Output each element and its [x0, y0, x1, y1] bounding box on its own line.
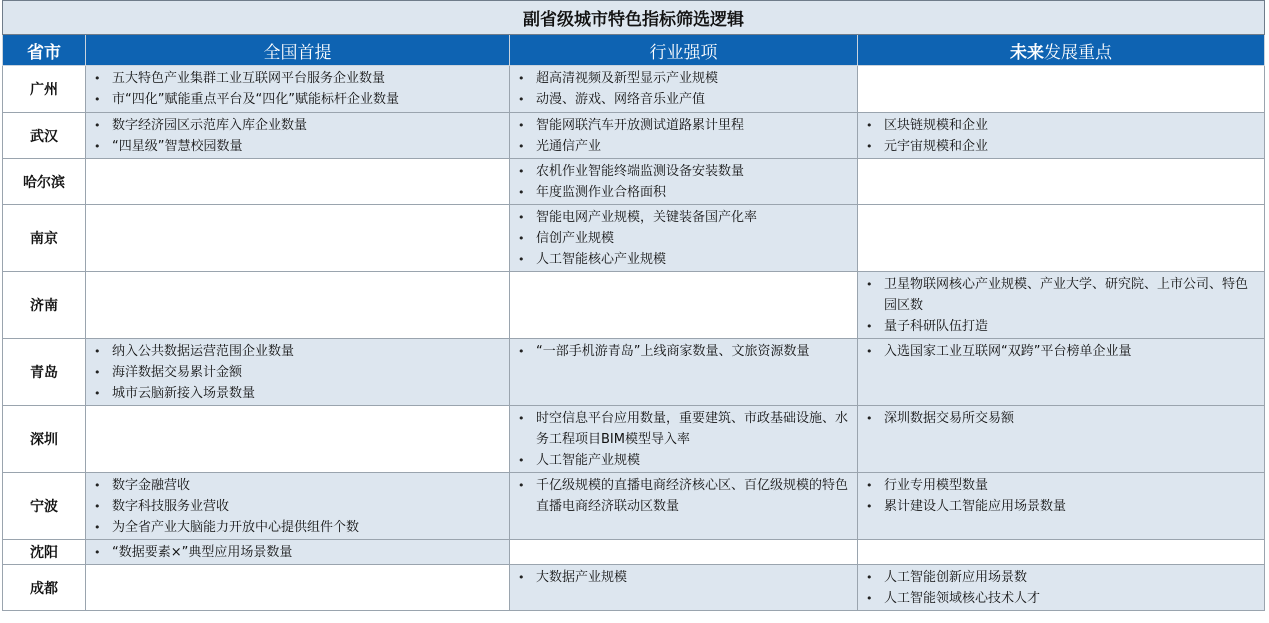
column-header-future-focus-bold: 未来 [1010, 42, 1044, 63]
column-header-future-focus-rest: 发展重点 [1044, 42, 1112, 63]
future-focus-cell [858, 565, 1265, 611]
industry-strength-cell [510, 406, 858, 473]
city-name: 哈尔滨 [3, 159, 86, 205]
industry-strength-cell [510, 272, 858, 339]
future-focus-cell [858, 205, 1265, 272]
national-first-cell [86, 565, 510, 611]
table-row [3, 113, 1265, 159]
table-row [3, 272, 1265, 339]
indicator-item: • 超高清视频及新型显示产业规模 [518, 68, 853, 89]
indicator-item: • 深圳数据交易所交易额 [866, 408, 1260, 429]
city-name: 青岛 [3, 339, 86, 406]
future-focus-cell [858, 113, 1265, 159]
future-focus-cell [858, 540, 1265, 565]
industry-strength-cell [510, 205, 858, 272]
future-focus-cell [858, 66, 1265, 113]
indicator-item: • 农机作业智能终端监测设备安装数量 [518, 161, 853, 182]
future-focus-list [866, 408, 1260, 429]
indicator-item: • 城市云脑新接入场景数量 [94, 383, 505, 404]
indicator-item: • 动漫、游戏、网络音乐业产值 [518, 89, 853, 110]
industry-strength-cell [510, 565, 858, 611]
national-first-list [94, 542, 505, 563]
industry-strength-cell [510, 159, 858, 205]
future-focus-cell [858, 473, 1265, 540]
industry-strength-cell [510, 113, 858, 159]
future-focus-cell [858, 159, 1265, 205]
industry-strength-cell [510, 66, 858, 113]
indicator-item: • 数字科技服务业营收 [94, 496, 505, 517]
indicator-item: • 市“四化”赋能重点平台及“四化”赋能标杆企业数量 [94, 89, 505, 110]
indicator-item: • 为全省产业大脑能力开放中心提供组件个数 [94, 517, 505, 538]
future-focus-cell [858, 339, 1265, 406]
national-first-cell [86, 473, 510, 540]
indicator-item: • “四星级”智慧校园数量 [94, 136, 505, 157]
table-row [3, 66, 1265, 113]
indicator-item: • 人工智能核心产业规模 [518, 249, 853, 270]
indicator-item: • 元宇宙规模和企业 [866, 136, 1260, 157]
indicator-item: • 区块链规模和企业 [866, 115, 1260, 136]
indicator-item: • 行业专用模型数量 [866, 475, 1260, 496]
indicator-item: • 信创产业规模 [518, 228, 853, 249]
future-focus-list [866, 115, 1260, 157]
city-name: 宁波 [3, 473, 86, 540]
future-focus-list [866, 341, 1260, 362]
table-body [3, 66, 1265, 611]
future-focus-cell [858, 272, 1265, 339]
national-first-cell [86, 339, 510, 406]
column-header-future-focus [858, 35, 1265, 66]
industry-strength-list [518, 207, 853, 270]
future-focus-list [866, 567, 1260, 609]
national-first-cell [86, 159, 510, 205]
city-name: 沈阳 [3, 540, 86, 565]
national-first-cell [86, 272, 510, 339]
indicator-item: • “数据要素×”典型应用场景数量 [94, 542, 505, 563]
indicator-item: • “一部手机游青岛”上线商家数量、文旅资源数量 [518, 341, 853, 362]
indicator-item: • 人工智能产业规模 [518, 450, 853, 471]
industry-strength-list [518, 161, 853, 203]
city-name: 成都 [3, 565, 86, 611]
table-title: 副省级城市特色指标筛选逻辑 [3, 1, 1265, 35]
industry-strength-cell [510, 473, 858, 540]
indicator-item: • 海洋数据交易累计金额 [94, 362, 505, 383]
indicator-item: • 光通信产业 [518, 136, 853, 157]
city-name: 深圳 [3, 406, 86, 473]
city-name: 武汉 [3, 113, 86, 159]
national-first-list [94, 475, 505, 538]
city-name: 南京 [3, 205, 86, 272]
table-row [3, 339, 1265, 406]
indicator-item: • 智能网联汽车开放测试道路累计里程 [518, 115, 853, 136]
indicator-item: • 数字金融营收 [94, 475, 505, 496]
national-first-cell [86, 205, 510, 272]
indicator-item: • 智能电网产业规模，关键装备国产化率 [518, 207, 853, 228]
indicator-item: • 年度监测作业合格面积 [518, 182, 853, 203]
future-focus-cell [858, 406, 1265, 473]
national-first-cell [86, 113, 510, 159]
column-header-city: 省市 [3, 35, 86, 66]
national-first-cell [86, 406, 510, 473]
city-name: 广州 [3, 66, 86, 113]
table-row [3, 473, 1265, 540]
indicator-item: • 千亿级规模的直播电商经济核心区、百亿级规模的特色直播电商经济联动区数量 [518, 475, 853, 517]
indicator-item: • 入选国家工业互联网“双跨”平台榜单企业量 [866, 341, 1260, 362]
national-first-list [94, 115, 505, 157]
indicator-item: • 纳入公共数据运营范围企业数量 [94, 341, 505, 362]
industry-strength-cell [510, 540, 858, 565]
industry-strength-list [518, 341, 853, 362]
industry-strength-list [518, 68, 853, 110]
future-focus-list [866, 274, 1260, 337]
indicator-item: • 人工智能领域核心技术人才 [866, 588, 1260, 609]
indicator-item: • 人工智能创新应用场景数 [866, 567, 1260, 588]
national-first-list [94, 68, 505, 110]
table-row [3, 540, 1265, 565]
city-name: 济南 [3, 272, 86, 339]
indicator-item: • 五大特色产业集群工业互联网平台服务企业数量 [94, 68, 505, 89]
table-row [3, 205, 1265, 272]
indicator-item: • 量子科研队伍打造 [866, 316, 1260, 337]
table-row [3, 406, 1265, 473]
industry-strength-list [518, 115, 853, 157]
indicator-item: • 卫星物联网核心产业规模、产业大学、研究院、上市公司、特色园区数 [866, 274, 1260, 316]
indicator-item: • 累计建设人工智能应用场景数量 [866, 496, 1260, 517]
indicator-item: • 数字经济园区示范库入库企业数量 [94, 115, 505, 136]
column-header-industry-strength: 行业强项 [510, 35, 858, 66]
industry-strength-cell [510, 339, 858, 406]
indicator-item: • 大数据产业规模 [518, 567, 853, 588]
indicator-item: • 时空信息平台应用数量，重要建筑、市政基础设施、水务工程项目BIM模型导入率 [518, 408, 853, 450]
table-row [3, 565, 1265, 611]
national-first-cell [86, 540, 510, 565]
future-focus-list [866, 475, 1260, 517]
national-first-cell [86, 66, 510, 113]
column-header-national-first: 全国首提 [86, 35, 510, 66]
industry-strength-list [518, 475, 853, 517]
industry-strength-list [518, 408, 853, 471]
national-first-list [94, 341, 505, 404]
indicator-table [2, 0, 1265, 611]
table-row [3, 159, 1265, 205]
industry-strength-list [518, 567, 853, 588]
